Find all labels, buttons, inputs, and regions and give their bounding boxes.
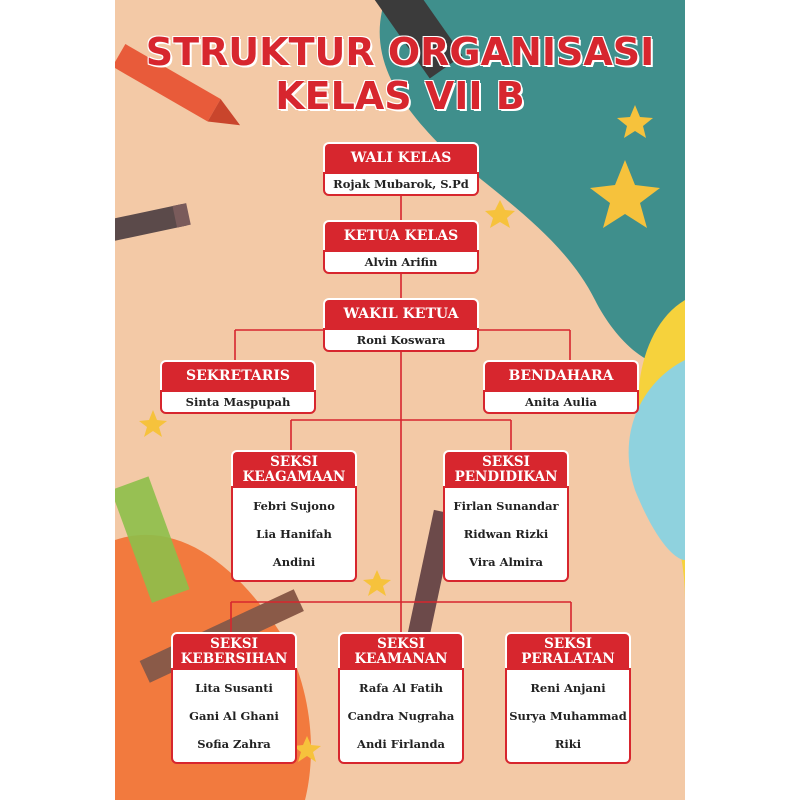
list-item: Reni Anjani — [530, 681, 606, 695]
seksi-peralatan-members — [505, 668, 631, 764]
seksi-keagamaan-card — [231, 450, 357, 582]
poster — [115, 0, 685, 800]
seksi-keagamaan-members — [231, 486, 357, 582]
list-item: Firlan Sunandar — [453, 499, 559, 513]
seksi-pendidikan-label-line2: PENDIDIKAN — [454, 469, 558, 485]
seksi-kebersihan-label-line2: KEBERSIHAN — [180, 651, 288, 667]
seksi-keagamaan-label-line2: KEAGAMAAN — [242, 469, 346, 485]
page-title: STRUKTUR ORGANISASI — [145, 30, 655, 74]
seksi-kebersihan-card — [171, 632, 297, 764]
seksi-pendidikan-label-line1: SEKSI — [482, 454, 530, 470]
seksi-pendidikan-members — [443, 486, 569, 582]
sekretaris-label: SEKRETARIS — [160, 360, 316, 390]
list-item: Candra Nugraha — [347, 709, 455, 723]
seksi-keamanan-label-line2: KEAMANAN — [354, 651, 448, 667]
list-item: Sofia Zahra — [197, 737, 271, 751]
bendahara-label: BENDAHARA — [483, 360, 639, 390]
seksi-pendidikan-card — [443, 450, 569, 582]
bendahara-name: Anita Aulia — [483, 390, 639, 414]
seksi-keamanan-members — [338, 668, 464, 764]
bendahara-card — [483, 360, 639, 414]
ketua-kelas-name: Alvin Arifin — [323, 250, 479, 274]
seksi-peralatan-label — [505, 632, 631, 668]
wakil-ketua-name: Roni Koswara — [323, 328, 479, 352]
sekretaris-card — [160, 360, 316, 414]
wali-kelas-name: Rojak Mubarok, S.Pd — [323, 172, 479, 196]
seksi-peralatan-label-line1: SEKSI — [544, 636, 592, 652]
list-item: Lita Susanti — [195, 681, 273, 695]
seksi-pendidikan-label — [443, 450, 569, 486]
list-item: Vira Almira — [469, 555, 543, 569]
seksi-keamanan-label — [338, 632, 464, 668]
ketua-kelas-card — [323, 220, 479, 274]
list-item: Andi Firlanda — [357, 737, 445, 751]
wali-kelas-card — [323, 142, 479, 196]
list-item: Riki — [554, 737, 582, 751]
seksi-peralatan-label-line2: PERALATAN — [521, 651, 615, 667]
sekretaris-name: Sinta Maspupah — [160, 390, 316, 414]
list-item: Surya Muhammad — [509, 709, 627, 723]
seksi-kebersihan-members — [171, 668, 297, 764]
seksi-keagamaan-label — [231, 450, 357, 486]
wakil-ketua-label: WAKIL KETUA — [323, 298, 479, 328]
seksi-kebersihan-label — [171, 632, 297, 668]
wali-kelas-label: WALI KELAS — [323, 142, 479, 172]
list-item: Rafa Al Fatih — [359, 681, 443, 695]
list-item: Andini — [272, 555, 316, 569]
seksi-keagamaan-label-line1: SEKSI — [270, 454, 318, 470]
seksi-keamanan-card — [338, 632, 464, 764]
list-item: Ridwan Rizki — [463, 527, 549, 541]
list-item: Lia Hanifah — [256, 527, 332, 541]
page-subtitle: KELAS VII B — [275, 74, 525, 118]
ketua-kelas-label: KETUA KELAS — [323, 220, 479, 250]
list-item: Gani Al Ghani — [189, 709, 279, 723]
seksi-keamanan-label-line1: SEKSI — [377, 636, 425, 652]
list-item: Febri Sujono — [253, 499, 335, 513]
seksi-kebersihan-label-line1: SEKSI — [210, 636, 258, 652]
wakil-ketua-card — [323, 298, 479, 352]
seksi-peralatan-card — [505, 632, 631, 764]
